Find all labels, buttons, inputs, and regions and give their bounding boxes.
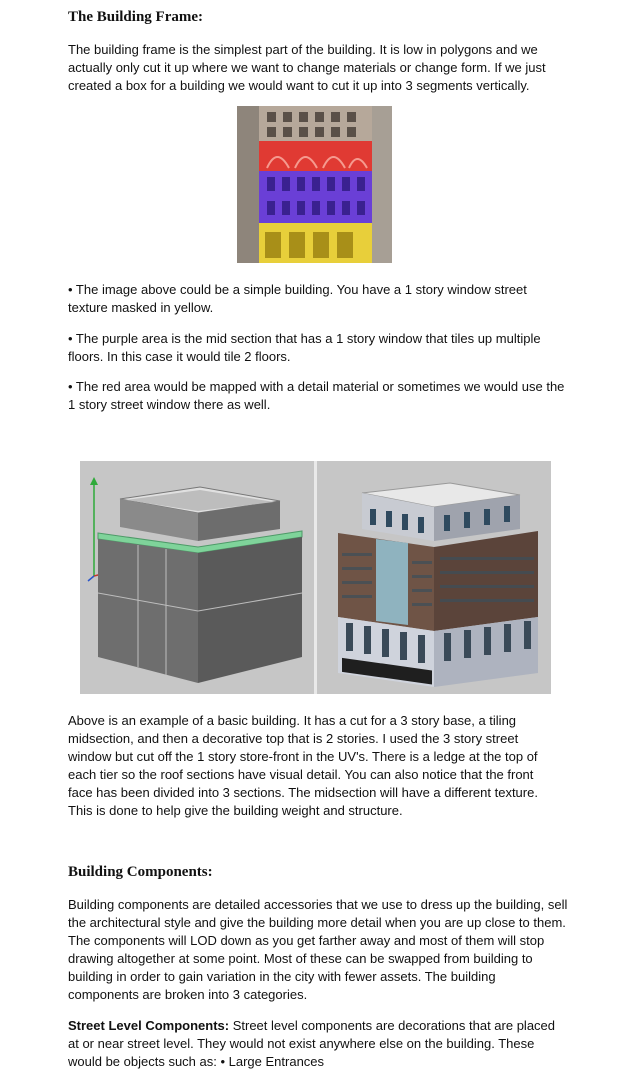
bullet-yellow-mask: • The image above could be a simple building. You have a 1 story window street texture masked in yellow.: [68, 282, 527, 315]
building-model-illustration: [80, 461, 551, 694]
textured-model: [338, 483, 538, 687]
paragraph-building-components-intro: Building components are detailed accessories that we use to dress up the building, sell the architectural style and give the building more detail when you are up close to them. The components will LOD down as you get farther away and most of them will stop drawing altogether at some point. Most of these can be swapped from building to building in order to gain variation in the city with fewer assets. The building components are broken into 3 categories.: [68, 897, 568, 1002]
untextured-model: [88, 477, 302, 683]
masked-building-illustration: [237, 106, 392, 263]
building-model-renders: [80, 461, 551, 694]
bullet-red-mask: • The red area would be mapped with a detail material or sometimes we would use the 1 story street window there as well.: [68, 379, 565, 412]
section-heading-building-components: Building Components:: [68, 864, 213, 880]
paragraph-street-level-components: [68, 1017, 568, 1071]
masked-building-photo: [237, 106, 392, 263]
street-level-components-text: Street level components are decorations that are placed at or near street level. They would not exist anywhere else on the building. These would be objects such as: • Large Entrances: [68, 1018, 556, 1069]
street-level-components-label: Street Level Components:: [68, 1018, 230, 1033]
paragraph-basic-building-description: Above is an example of a basic building. It has a cut for a 3 story base, a tiling midsection, and then a decorative top that is 2 stories. I used the 3 story street window but cut off the 1 story store-front in the UV's. There is a ledge at the top of each tier so the roof sections have visual detail. You can also notice that the front face has been divided into 3 sections. The midsection will have a different texture. This is done to help give the building weight and structure.: [68, 713, 538, 818]
bullet-purple-mask: • The purple area is the mid section that has a 1 story window that tiles up multiple floors. In this case it would tile 2 floors.: [68, 331, 541, 364]
section-heading-building-frame: The Building Frame:: [68, 9, 204, 25]
paragraph-building-frame-intro: The building frame is the simplest part of the building. It is low in polygons and we actually only cut it up where we want to change materials or change form. If we just created a box for a building we would want to cut it up into 3 segments vertically.: [68, 42, 546, 93]
